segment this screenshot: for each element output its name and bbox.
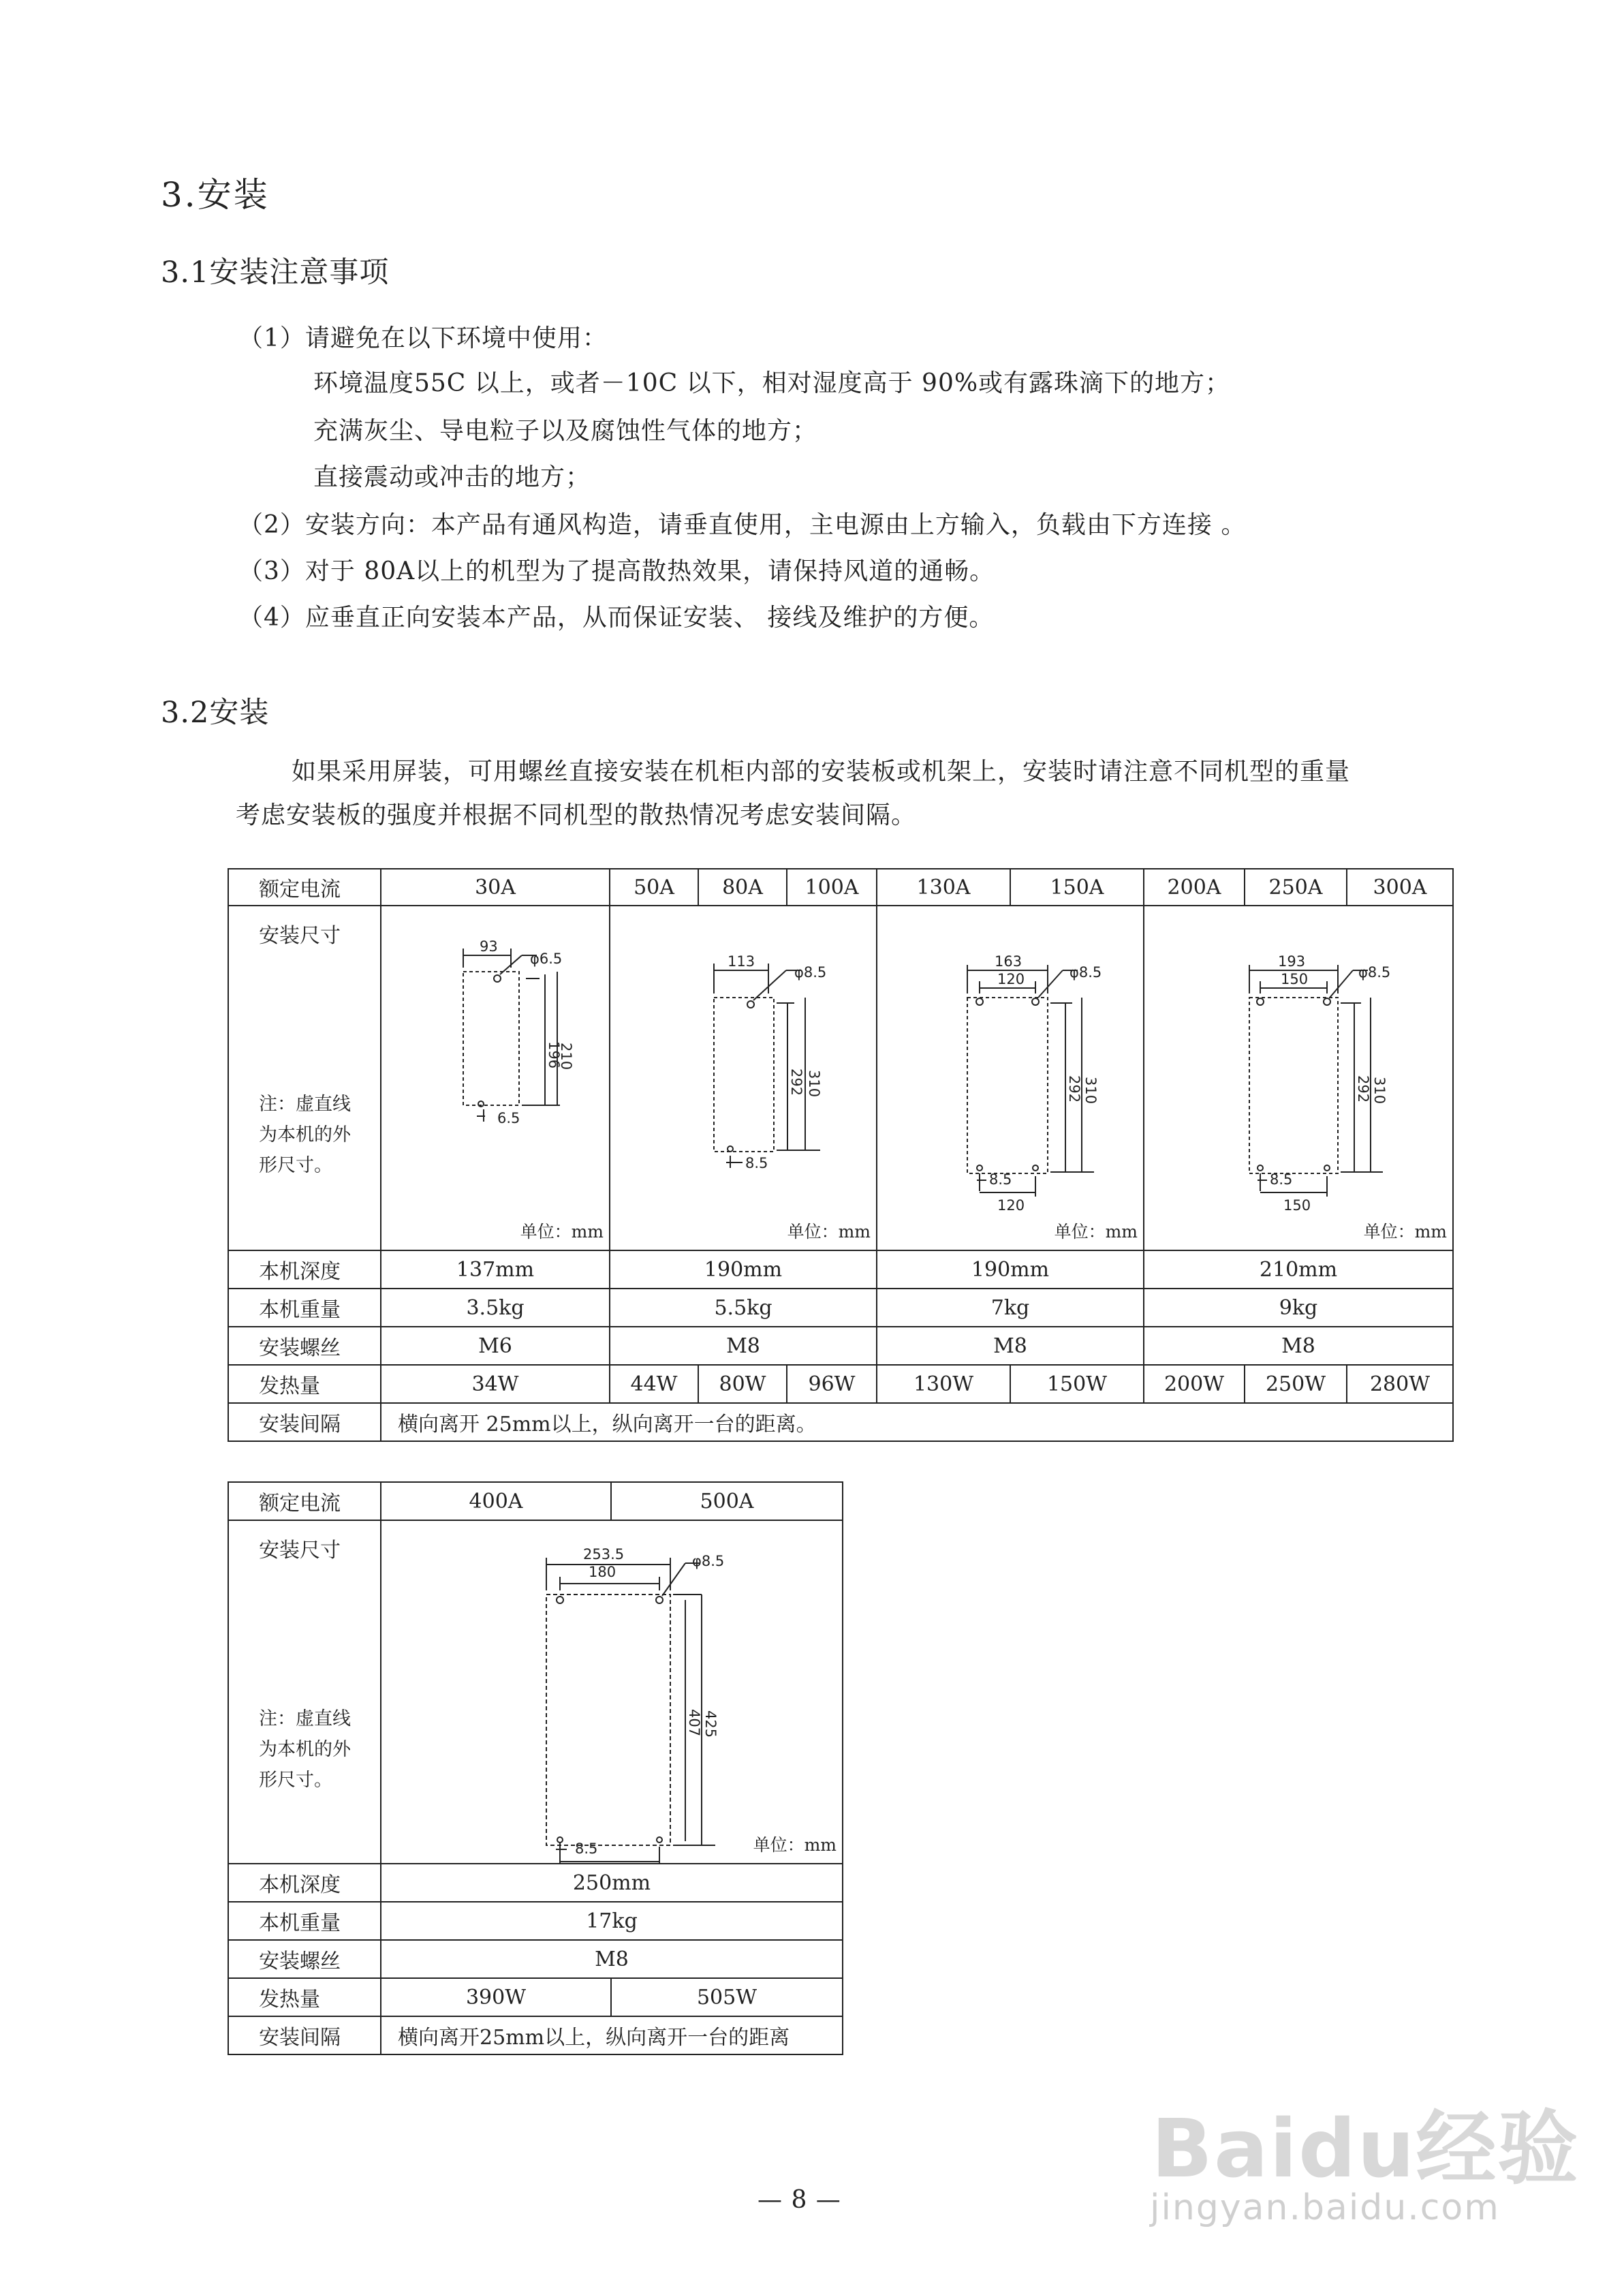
outline-note <box>259 1704 351 1796</box>
dim-outer-height: 310 <box>1371 1077 1388 1105</box>
depth-cell: 250mm <box>381 1864 843 1902</box>
note-3: （3）对于 80A以上的机型为了提高散热效果，请保持风道的通畅。 <box>238 557 995 585</box>
dimensions-row <box>228 1520 843 1864</box>
current-cell: 130A <box>877 869 1010 906</box>
screw-label: 安装螺丝 <box>228 1940 381 1978</box>
heat-cell: 150W <box>1010 1365 1144 1403</box>
spacing-label: 安装间隔 <box>228 2016 381 2054</box>
dim-width: 163 <box>995 953 1022 970</box>
dim-hole: φ8.5 <box>692 1553 725 1569</box>
heat-row <box>228 1365 1453 1403</box>
note-line: 注：虚直线 <box>259 1708 351 1729</box>
screw-cell: M8 <box>877 1327 1144 1365</box>
screw-row <box>228 1940 843 1978</box>
current-cell: 500A <box>611 1482 843 1520</box>
mounting-drawing-200-300A <box>1144 906 1454 1250</box>
note-line: 为本机的外 <box>259 1124 351 1145</box>
current-cell: 50A <box>610 869 698 906</box>
drawing-cell-50-100A <box>610 906 877 1250</box>
dim-width: 253.5 <box>583 1546 625 1562</box>
dim-foot: 8.5 <box>989 1171 1012 1188</box>
dim-hole: φ6.5 <box>530 951 563 967</box>
dim-inner-width: 120 <box>997 971 1025 987</box>
weight-cell: 3.5kg <box>381 1289 610 1327</box>
dim-inner-height: 292 <box>788 1068 805 1096</box>
current-cell: 250A <box>1245 869 1347 906</box>
heat-cell: 505W <box>611 1978 843 2016</box>
spacing-row <box>228 2016 843 2054</box>
current-cell: 150A <box>1010 869 1144 906</box>
depth-label: 本机深度 <box>228 1864 381 1902</box>
current-cell: 80A <box>698 869 787 906</box>
note-line: 形尺寸。 <box>259 1155 332 1176</box>
dim-hole: φ8.5 <box>1069 964 1102 981</box>
note-line: 形尺寸。 <box>259 1770 332 1791</box>
screw-cell: M6 <box>381 1327 610 1365</box>
heat-cell: 96W <box>787 1365 877 1403</box>
drawing-cell-130-150A <box>877 906 1144 1250</box>
mounting-drawing-50-100A <box>610 906 877 1250</box>
spacing-cell: 横向离开25mm以上，纵向离开一台的距离 <box>381 2016 843 2054</box>
heat-cell: 130W <box>877 1365 1010 1403</box>
dim-outer-height: 310 <box>1082 1077 1099 1105</box>
baidu-watermark-url: jingyan.baidu.com <box>1150 2187 1500 2228</box>
dimensions-label: 安装尺寸 <box>259 1539 341 1562</box>
dim-width: 193 <box>1278 953 1306 970</box>
note-1b: 充满灰尘、导电粒子以及腐蚀性气体的地方； <box>313 417 818 445</box>
screw-cell: M8 <box>381 1940 843 1978</box>
heat-cell: 280W <box>1347 1365 1453 1403</box>
heat-cell: 200W <box>1144 1365 1245 1403</box>
dim-outer-height: 210 <box>558 1043 574 1071</box>
dim-inner-height: 196 <box>546 1041 562 1069</box>
dim-inner-width: 150 <box>1281 971 1309 987</box>
unit-label: 单位：mm <box>787 1222 871 1242</box>
screw-label: 安装螺丝 <box>228 1327 381 1365</box>
heat-cell: 80W <box>698 1365 787 1403</box>
dim-outer-height: 310 <box>806 1070 822 1098</box>
note-1a: 环境温度55C 以上，或者－10C 以下，相对湿度高于 90%或有露珠滴下的地方； <box>313 369 1231 397</box>
unit-label: 单位：mm <box>1054 1222 1138 1242</box>
note-line: 为本机的外 <box>259 1739 351 1760</box>
dim-inner-width: 180 <box>589 1564 616 1580</box>
current-cell: 300A <box>1347 869 1453 906</box>
intro-line-1: 如果采用屏装，可用螺丝直接安装在机柜内部的安装板或机架上，安装时请注意不同机型的重量 <box>292 758 1351 786</box>
current-cell: 400A <box>381 1482 611 1520</box>
weight-row <box>228 1902 843 1940</box>
note-4: （4）应垂直正向安装本产品，从而保证安装、 接线及维护的方便。 <box>238 604 995 632</box>
dim-inner-height: 292 <box>1066 1075 1082 1103</box>
heat-label: 发热量 <box>228 1978 381 2016</box>
heat-label: 发热量 <box>228 1365 381 1403</box>
note-2: （2）安装方向：本产品有通风构造，请垂直使用，主电源由上方输入，负载由下方连接 。 <box>238 511 1247 539</box>
spec-table-2 <box>228 1481 843 2055</box>
depth-cell: 210mm <box>1144 1250 1453 1289</box>
dim-foot: 8.5 <box>745 1155 768 1171</box>
dimensions-label-cell <box>228 1520 381 1864</box>
page-number: — 8 — <box>758 2186 841 2214</box>
heat-row <box>228 1978 843 2016</box>
depth-cell: 137mm <box>381 1250 610 1289</box>
rated-current-label: 额定电流 <box>228 1482 381 1520</box>
heat-cell: 44W <box>610 1365 698 1403</box>
drawing-cell-30A <box>381 906 610 1250</box>
screw-cell: M8 <box>610 1327 877 1365</box>
section-heading-3-1: 3.1安装注意事项 <box>161 256 390 290</box>
section-heading-3-2: 3.2安装 <box>161 696 270 730</box>
baidu-watermark-logo: Baidu经验 <box>1151 2101 1580 2196</box>
spec-table-1 <box>228 868 1454 1442</box>
note-line: 注：虚直线 <box>259 1094 351 1115</box>
dimensions-label: 安装尺寸 <box>259 924 341 948</box>
intro-line-2: 考虑安装板的强度并根据不同机型的散热情况考虑安装间隔。 <box>236 801 917 829</box>
current-cell: 30A <box>381 869 610 906</box>
heat-cell: 390W <box>381 1978 611 2016</box>
rated-current-row <box>228 1482 843 1520</box>
dim-hole: φ8.5 <box>1358 964 1391 981</box>
weight-cell: 7kg <box>877 1289 1144 1327</box>
mounting-drawing-30A <box>381 906 610 1250</box>
current-cell: 100A <box>787 869 877 906</box>
screw-cell: M8 <box>1144 1327 1453 1365</box>
dim-outer-height: 425 <box>702 1710 719 1738</box>
dim-bottom-width: 120 <box>997 1197 1025 1214</box>
unit-label: 单位：mm <box>753 1835 837 1855</box>
dim-inner-height: 292 <box>1355 1075 1371 1103</box>
spacing-label: 安装间隔 <box>228 1403 381 1441</box>
rated-current-row <box>228 869 1453 906</box>
spacing-cell: 横向离开 25mm以上，纵向离开一台的距离。 <box>381 1403 1453 1441</box>
depth-row <box>228 1250 1453 1289</box>
screw-row <box>228 1327 1453 1365</box>
dim-width: 93 <box>480 938 498 955</box>
depth-row <box>228 1864 843 1902</box>
depth-label: 本机深度 <box>228 1250 381 1289</box>
unit-label: 单位：mm <box>520 1222 604 1242</box>
spacing-row <box>228 1403 1453 1441</box>
weight-cell: 9kg <box>1144 1289 1453 1327</box>
unit-label: 单位：mm <box>1363 1222 1447 1242</box>
dim-inner-height: 407 <box>686 1709 702 1737</box>
note-1: （1）请避免在以下环境中使用： <box>238 324 608 352</box>
depth-cell: 190mm <box>877 1250 1144 1289</box>
dimensions-label-cell <box>228 906 381 1250</box>
note-1c: 直接震动或冲击的地方； <box>313 463 591 491</box>
dim-hole: φ8.5 <box>794 964 827 981</box>
weight-row <box>228 1289 1453 1327</box>
weight-label: 本机重量 <box>228 1289 381 1327</box>
weight-cell: 5.5kg <box>610 1289 877 1327</box>
dim-bottom-width: 150 <box>1283 1197 1311 1214</box>
heat-cell: 34W <box>381 1365 610 1403</box>
rated-current-label: 额定电流 <box>228 869 381 906</box>
mounting-drawing-400-500A <box>381 1521 843 1863</box>
heat-cell: 250W <box>1245 1365 1347 1403</box>
outline-note <box>259 1089 351 1181</box>
drawing-cell-200-300A <box>1144 906 1453 1250</box>
weight-cell: 17kg <box>381 1902 843 1940</box>
dim-width: 113 <box>728 953 755 970</box>
weight-label: 本机重量 <box>228 1902 381 1940</box>
drawing-cell-400-500A <box>381 1520 843 1864</box>
depth-cell: 190mm <box>610 1250 877 1289</box>
mounting-drawing-130-150A <box>877 906 1144 1250</box>
dim-foot: 8.5 <box>575 1840 598 1857</box>
current-cell: 200A <box>1144 869 1245 906</box>
dim-foot: 8.5 <box>1270 1171 1293 1188</box>
dim-foot: 6.5 <box>497 1110 520 1126</box>
dimensions-row <box>228 906 1453 1250</box>
section-heading-3: 3.安装 <box>161 175 270 215</box>
